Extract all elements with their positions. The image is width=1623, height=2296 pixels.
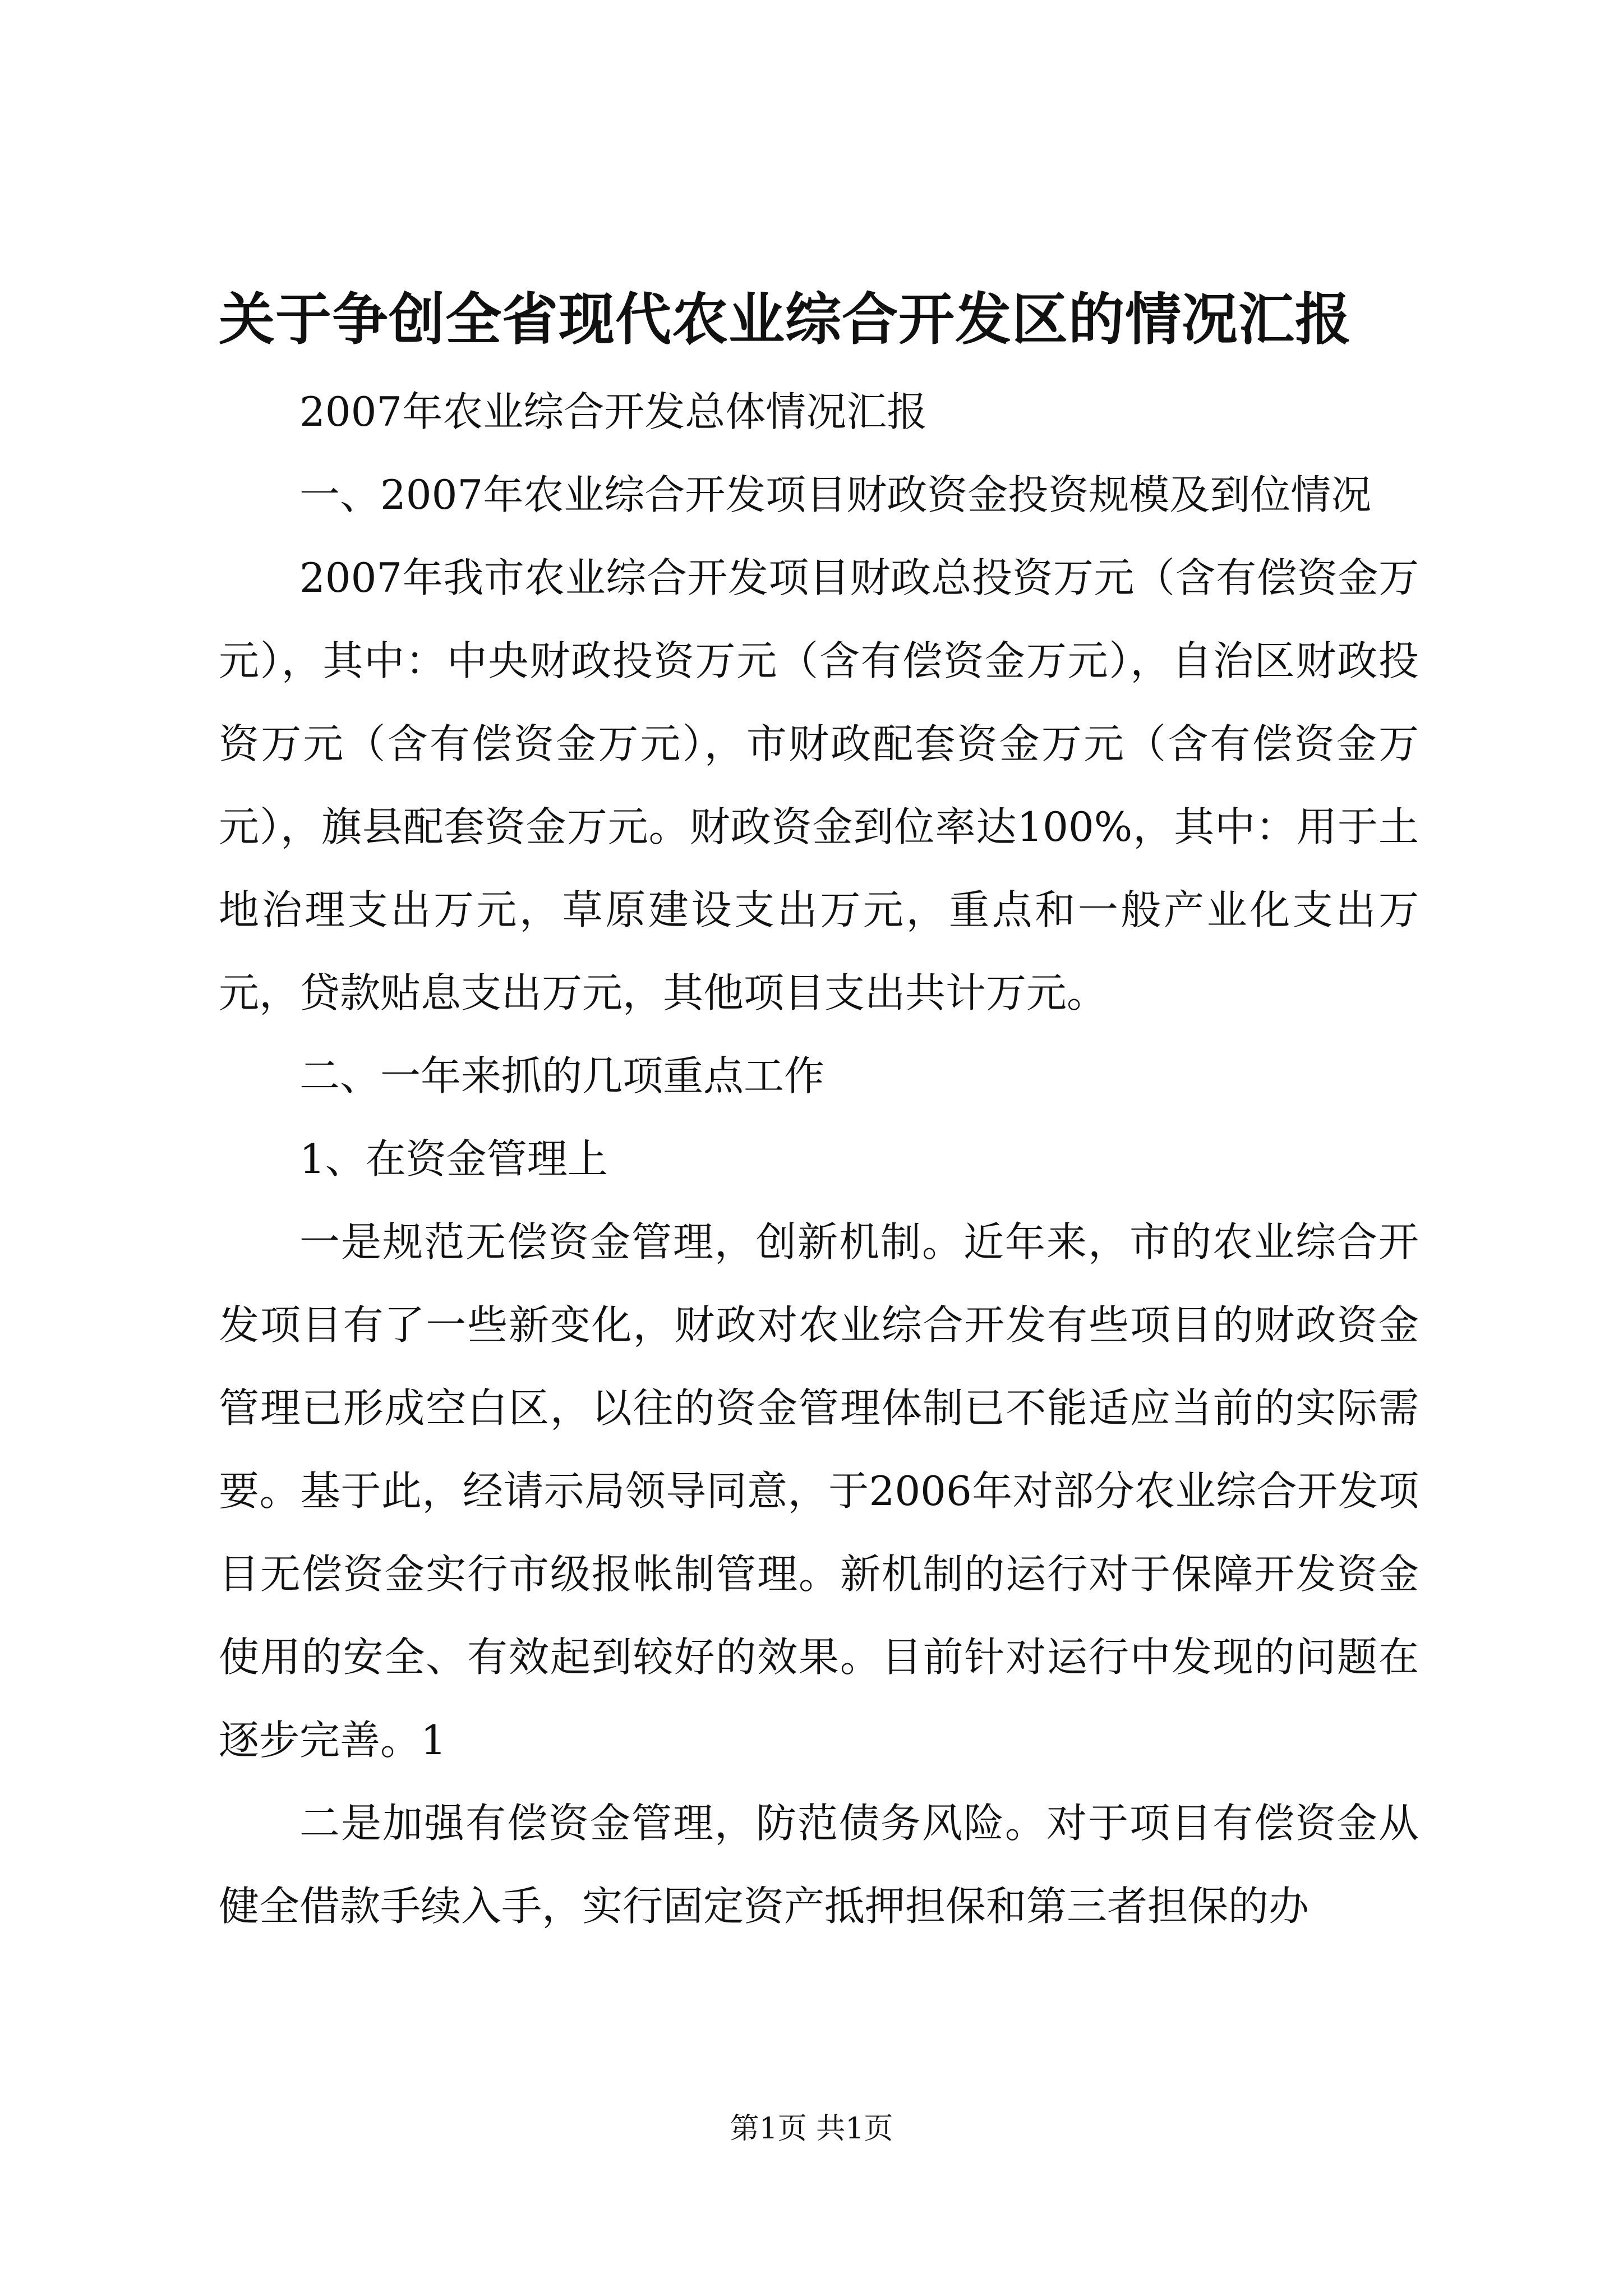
paragraph-summary-heading: 2007年农业综合开发总体情况汇报 — [299, 388, 928, 435]
paragraph-investment-details: 2007年我市农业综合开发项目财政总投资万元（含有偿资金万元），其中：中央财政投资万元（含有偿资金万元），自治区财政投资万元（含有偿资金万元），市财政配套资金万元（含有偿资金万元），旗县配套资金万元。财政资金到位率达100%，其中：用于土地治理支出万元，草原建设支出万元，重点和一般产业化支出万元，贷款贴息支出万元，其他项目支出共计万元。 — [219, 554, 1419, 1016]
paragraph-section-two-heading: 二、一年来抓的几项重点工作 — [299, 1052, 825, 1099]
paragraph-paid-fund-management: 二是加强有偿资金管理，防范债务风险。对于项目有偿资金从健全借款手续入手，实行固定资产抵押担保和第三者担保的办 — [219, 1800, 1419, 1930]
document-title: 关于争创全省现代农业综合开发区的情况汇报 — [219, 287, 1352, 352]
paragraph-section-one-heading: 一、2007年农业综合开发项目财政资金投资规模及到位情况 — [299, 471, 1372, 518]
document-body — [219, 280, 1419, 1948]
paragraph-free-fund-management: 一是规范无偿资金管理，创新机制。近年来，市的农业综合开发项目有了一些新变化，财政对农业综合开发有些项目的财政资金管理已形成空白区，以往的资金管理体制已不能适应当前的实际需要。基于此，经请示局领导同意，于2006年对部分农业综合开发项目无偿资金实行市级报帐制管理。新机制的运行对于保障开发资金使用的安全、有效起到较好的效果。目前针对运行中发现的问题在逐步完善。1 — [219, 1218, 1419, 1764]
page-footer: 第1页 共1页 — [730, 2112, 893, 2146]
paragraph-fund-management-heading: 1、在资金管理上 — [299, 1135, 608, 1182]
